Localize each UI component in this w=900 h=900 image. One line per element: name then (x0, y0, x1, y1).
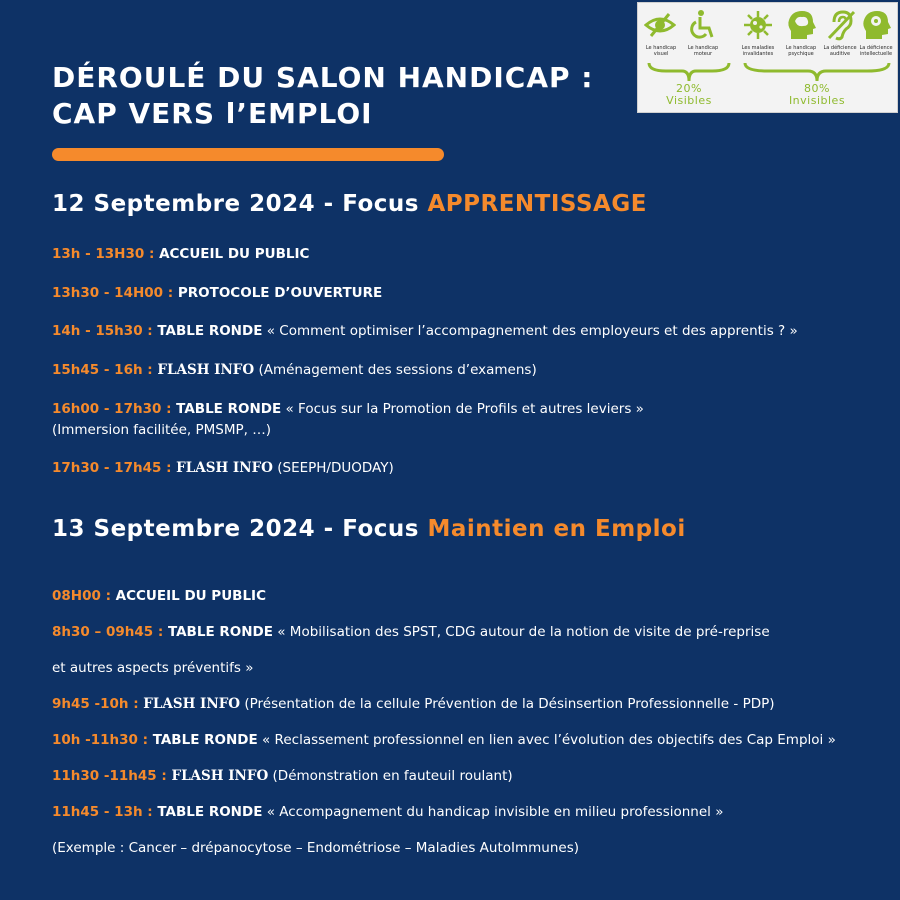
day1-item-5 (52, 399, 644, 420)
day2-item-2-continued (52, 658, 253, 679)
page-title-line-1: DÉROULÉ DU SALON HANDICAP : (52, 61, 594, 94)
item-keyword: ACCUEIL DU PUBLIC (159, 246, 310, 262)
item-description: (Présentation de la cellule Prévention de la Désinsertion Professionnelle - PDP) (240, 696, 775, 712)
item-time: 11h30 -11h45 : (52, 768, 172, 784)
item-keyword: FLASH INFO (176, 460, 273, 476)
day2-item-5 (52, 766, 513, 787)
day2-item-2 (52, 622, 770, 643)
item-keyword: TABLE RONDE (157, 804, 263, 820)
item-description: (Aménagement des sessions d’examens) (254, 362, 537, 378)
badge-label-visuel: Le handicap visuel (645, 45, 677, 57)
item-keyword: FLASH INFO (143, 696, 241, 712)
day2-focus: Maintien en Emploi (427, 516, 686, 542)
page-title-line-2: CAP VERS l’EMPLOI (52, 97, 373, 130)
item-time: 17h30 - 17h45 : (52, 460, 177, 476)
item-time: 8h30 – 09h45 : (52, 624, 168, 640)
item-keyword: TABLE RONDE (157, 323, 263, 339)
item-keyword: TABLE RONDE (152, 732, 258, 748)
day1-focus: APPRENTISSAGE (427, 191, 647, 217)
item-keyword: FLASH INFO (171, 768, 269, 784)
item-time: 08H00 : (52, 588, 116, 604)
eye-slash-icon (644, 9, 676, 41)
item-keyword: PROTOCOLE D’OUVERTURE (177, 285, 383, 301)
day1-item-2 (52, 283, 382, 304)
item-time: 10h -11h30 : (52, 732, 153, 748)
brace-visible-icon (646, 61, 732, 83)
item-description: « Focus sur la Promotion de Profils et autres leviers » (281, 401, 644, 417)
item-description: et autres aspects préventifs » (52, 660, 254, 676)
day2-item-6 (52, 802, 723, 823)
day1-item-1 (52, 244, 309, 265)
day2-item-4 (52, 730, 836, 751)
wheelchair-icon (686, 9, 718, 41)
disability-infographic (637, 2, 898, 113)
accent-bar (52, 148, 444, 161)
brace-invisible-icon (742, 61, 892, 83)
badge-label-invalidantes: Les maladies invalidantes (741, 45, 775, 57)
item-description: « Comment optimiser l’accompagnement des employeurs et des apprentis ? » (262, 323, 798, 339)
day1-item-3 (52, 321, 798, 342)
invisible-percent: 80% (804, 82, 830, 95)
item-description: (Exemple : Cancer – drépanocytose – Endométriose – Maladies AutoImmunes) (52, 840, 580, 856)
badge-label-moteur: Le handicap moteur (687, 45, 719, 57)
visible-percent: 20% (676, 82, 702, 95)
day2-heading (52, 516, 686, 542)
badge-label-intellectuelle: La déficience intellectuelle (859, 45, 893, 57)
head-brain-icon (785, 9, 817, 41)
badge-label-psychique: Le handicap psychique (785, 45, 817, 57)
item-keyword: ACCUEIL DU PUBLIC (115, 588, 266, 604)
day2-heading-date: 13 Septembre 2024 - Focus (52, 516, 428, 542)
day1-item-6 (52, 458, 394, 479)
item-time: 13h - 13H30 : (52, 246, 160, 262)
item-keyword: FLASH INFO (157, 362, 255, 378)
day2-item-1 (52, 586, 266, 607)
item-keyword: TABLE RONDE (167, 624, 273, 640)
item-time: 14h - 15h30 : (52, 323, 158, 339)
day2-item-3 (52, 694, 775, 715)
item-description: (Immersion facilitée, PMSMP, …) (52, 422, 271, 438)
item-time: 15h45 - 16h : (52, 362, 158, 378)
item-time: 9h45 -10h : (52, 696, 144, 712)
item-description: (Démonstration en fauteuil roulant) (268, 768, 513, 784)
day1-item-5-continued (52, 420, 271, 441)
page-title (52, 60, 593, 132)
item-description: (SEEPH/DUODAY) (272, 460, 394, 476)
day1-item-4 (52, 360, 537, 381)
item-description: « Accompagnement du handicap invisible en milieu professionnel » (262, 804, 724, 820)
item-time: 16h00 - 17h30 : (52, 401, 177, 417)
day1-heading-date: 12 Septembre 2024 - Focus (52, 191, 428, 217)
item-keyword: TABLE RONDE (176, 401, 282, 417)
ear-slash-icon (825, 9, 857, 41)
virus-icon (742, 9, 774, 41)
item-time: 13h30 - 14H00 : (52, 285, 178, 301)
day1-heading (52, 191, 647, 217)
badge-label-auditive: La déficience auditive (823, 45, 857, 57)
head-gear-icon (860, 9, 892, 41)
item-description: « Mobilisation des SPST, CDG autour de la notion de visite de pré-reprise (272, 624, 770, 640)
invisible-label: Invisibles (788, 94, 846, 107)
visible-label: Visibles (666, 94, 712, 107)
day2-item-6-continued (52, 838, 579, 859)
item-description: « Reclassement professionnel en lien avec l’évolution des objectifs des Cap Emploi » (257, 732, 836, 748)
item-time: 11h45 - 13h : (52, 804, 158, 820)
